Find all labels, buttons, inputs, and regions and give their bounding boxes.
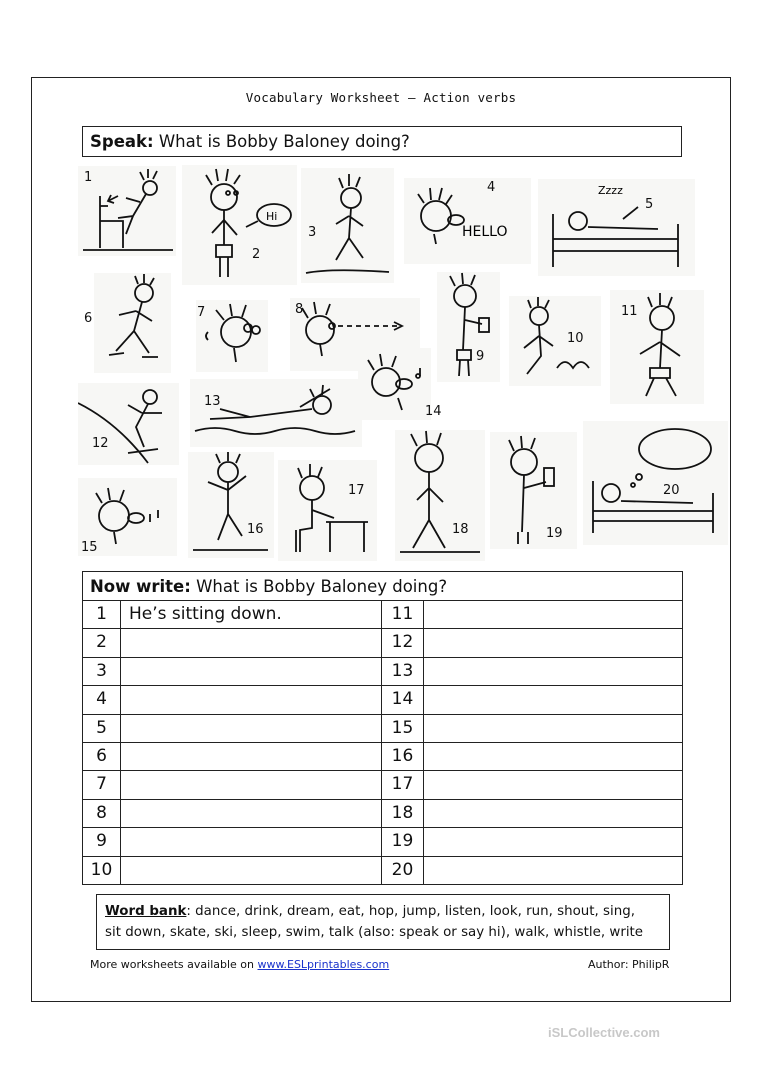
row-number-left: 3 bbox=[83, 658, 121, 685]
row-number-left: 7 bbox=[83, 771, 121, 798]
row-number-right: 11 bbox=[382, 601, 424, 628]
footer-text: More worksheets available on bbox=[90, 958, 258, 971]
answer-cell-left[interactable] bbox=[121, 800, 382, 827]
row-number-right: 12 bbox=[382, 629, 424, 656]
picture-number: 7 bbox=[197, 305, 206, 320]
write-prompt bbox=[83, 572, 682, 601]
row-number-left: 8 bbox=[83, 800, 121, 827]
picture-number: 19 bbox=[546, 526, 563, 541]
answer-table bbox=[82, 571, 683, 885]
picture-dreaming bbox=[583, 421, 728, 545]
table-row bbox=[83, 800, 682, 828]
picture-shouting bbox=[404, 178, 531, 264]
answer-cell-left[interactable] bbox=[121, 658, 382, 685]
row-number-right: 13 bbox=[382, 658, 424, 685]
answer-cell-right[interactable] bbox=[424, 743, 683, 770]
picture-number: 1 bbox=[84, 170, 93, 185]
speech-hi: Hi bbox=[266, 210, 278, 223]
picture-dancing bbox=[188, 452, 274, 558]
picture-singing bbox=[358, 348, 431, 420]
table-row bbox=[83, 715, 682, 743]
eslprintables-link[interactable]: www.ESLprintables.com bbox=[257, 958, 390, 971]
write-question: What is Bobby Baloney doing? bbox=[196, 577, 448, 596]
speak-question: What is Bobby Baloney doing? bbox=[158, 132, 410, 151]
table-row bbox=[83, 658, 682, 686]
table-row bbox=[83, 828, 682, 856]
picture-number: 15 bbox=[81, 540, 98, 555]
answer-cell-left[interactable] bbox=[121, 857, 382, 885]
table-row bbox=[83, 743, 682, 771]
row-number-right: 16 bbox=[382, 743, 424, 770]
picture-say-hi bbox=[182, 165, 297, 285]
footer-author: Author: PhilipR bbox=[588, 958, 670, 971]
row-number-right: 19 bbox=[382, 828, 424, 855]
row-number-left: 4 bbox=[83, 686, 121, 713]
picture-number: 12 bbox=[92, 436, 109, 451]
picture-number: 9 bbox=[476, 349, 485, 364]
table-row bbox=[83, 686, 682, 714]
answer-cell-left[interactable] bbox=[121, 686, 382, 713]
picture-number: 2 bbox=[252, 247, 261, 262]
picture-skiing bbox=[78, 383, 179, 465]
row-number-left: 5 bbox=[83, 715, 121, 742]
picture-number: 13 bbox=[204, 394, 221, 409]
answer-cell-right[interactable] bbox=[424, 828, 683, 855]
answer-cell-right[interactable] bbox=[424, 771, 683, 798]
answer-cell-left[interactable] bbox=[121, 629, 382, 656]
picture-number: 6 bbox=[84, 311, 93, 326]
picture-skating bbox=[94, 273, 171, 373]
picture-drinking bbox=[490, 432, 577, 549]
picture-number: 14 bbox=[425, 404, 442, 419]
picture-number: 3 bbox=[308, 225, 317, 240]
table-row bbox=[83, 629, 682, 657]
row-number-right: 18 bbox=[382, 800, 424, 827]
picture-sitting bbox=[78, 166, 176, 256]
row-number-left: 1 bbox=[83, 601, 121, 628]
row-number-right: 14 bbox=[382, 686, 424, 713]
word-bank-line-2: sit down, skate, ski, sleep, swim, talk (also: speak or say hi), walk, whistle, write bbox=[105, 925, 644, 940]
word-bank-line-1: : dance, drink, dream, eat, hop, jump, listen, look, run, shout, sing, bbox=[186, 904, 635, 919]
picture-number: 18 bbox=[452, 522, 469, 537]
answer-cell-right[interactable] bbox=[424, 715, 683, 742]
picture-number: 4 bbox=[487, 180, 496, 195]
picture-number: 5 bbox=[645, 197, 654, 212]
row-number-right: 15 bbox=[382, 715, 424, 742]
answer-cell-right[interactable] bbox=[424, 629, 683, 656]
sleep-zzz: Zzzz bbox=[598, 184, 623, 197]
speech-hello: HELLO bbox=[462, 224, 508, 240]
answer-cell-right[interactable] bbox=[424, 601, 683, 628]
word-bank bbox=[96, 894, 670, 950]
picture-listening bbox=[196, 300, 268, 372]
picture-number: 20 bbox=[663, 483, 680, 498]
speak-prompt bbox=[82, 126, 682, 157]
table-row bbox=[83, 771, 682, 799]
word-bank-label: Word bank bbox=[105, 904, 187, 919]
picture-eating bbox=[437, 272, 500, 382]
speak-label: Speak: bbox=[90, 132, 154, 151]
picture-number: 17 bbox=[348, 483, 365, 498]
picture-hopping bbox=[509, 296, 601, 386]
picture-sleeping bbox=[538, 179, 695, 276]
footer-more-worksheets bbox=[90, 958, 389, 971]
row-number-left: 2 bbox=[83, 629, 121, 656]
row-number-left: 10 bbox=[83, 857, 121, 885]
answer-cell-right[interactable] bbox=[424, 658, 683, 685]
answer-cell-left[interactable] bbox=[121, 771, 382, 798]
write-label: Now write: bbox=[90, 577, 191, 596]
answer-cell-left[interactable]: He’s sitting down. bbox=[121, 601, 382, 628]
picture-number: 10 bbox=[567, 331, 584, 346]
picture-number: 11 bbox=[621, 304, 638, 319]
row-number-left: 6 bbox=[83, 743, 121, 770]
islcollective-watermark: iSLCollective.com bbox=[548, 1025, 660, 1040]
answer-cell-left[interactable] bbox=[121, 715, 382, 742]
table-row bbox=[83, 857, 682, 885]
answer-cell-right[interactable] bbox=[424, 800, 683, 827]
row-number-right: 20 bbox=[382, 857, 424, 885]
answer-cell-right[interactable] bbox=[424, 857, 683, 885]
row-number-left: 9 bbox=[83, 828, 121, 855]
picture-number: 16 bbox=[247, 522, 264, 537]
answer-cell-right[interactable] bbox=[424, 686, 683, 713]
picture-swimming bbox=[190, 379, 362, 447]
table-row bbox=[83, 601, 682, 629]
worksheet-title: Vocabulary Worksheet – Action verbs bbox=[245, 90, 517, 105]
picture-walking-2 bbox=[395, 430, 485, 561]
answer-cell-left[interactable] bbox=[121, 828, 382, 855]
picture-writing bbox=[278, 460, 377, 561]
picture-number: 8 bbox=[295, 302, 304, 317]
answer-cell-left[interactable] bbox=[121, 743, 382, 770]
row-number-right: 17 bbox=[382, 771, 424, 798]
